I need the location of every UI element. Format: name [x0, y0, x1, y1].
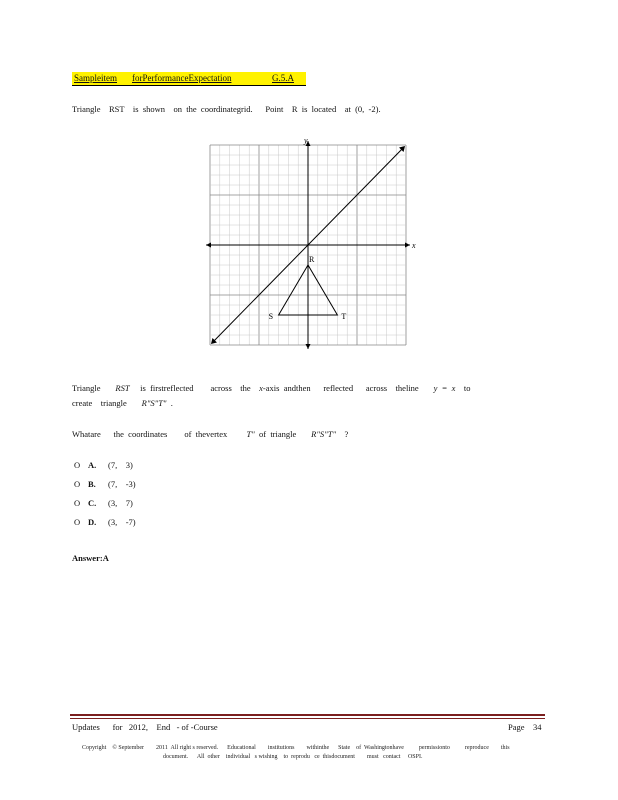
- radio-circle-icon[interactable]: O: [74, 517, 81, 527]
- choice-value: (3, -7): [108, 517, 136, 527]
- header-part-3: G.5.A: [272, 73, 294, 83]
- q-triangle-name: RST: [115, 383, 130, 393]
- vertex-label-s: S: [268, 312, 274, 321]
- radio-circle-icon[interactable]: O: [74, 498, 81, 508]
- footer-rule-bottom: [70, 718, 545, 719]
- copyright-line-1: Copyright © September 2011 All right s reserved. Educational institutions withinthe State of Washingtonhave permissionto reproduce this: [82, 745, 510, 751]
- coordinate-grid: [200, 134, 420, 356]
- q-text-c: is firstreflected across the: [140, 383, 251, 393]
- q-text-g: to: [463, 383, 471, 393]
- intro-line: Triangle RST is shown on the coordinategrid. Point R is located at (0, -2).: [72, 104, 381, 114]
- q-axis-var: x: [259, 383, 263, 393]
- ask-text-a: Whatare the coordinates of thevertex: [72, 429, 228, 439]
- copyright-line-2: document. All other individual s wishing to reprodu ce thisdocument must contact OSPI.: [163, 754, 423, 760]
- question-line-1: [72, 383, 470, 393]
- q-image-triangle: R"S"T": [141, 398, 167, 408]
- footer-rule-top: [70, 714, 545, 716]
- ask-triangle: R"S"T": [311, 429, 337, 439]
- choice-letter: A.: [88, 460, 97, 470]
- x-axis-label: x: [412, 241, 416, 250]
- footer-left: Updates for 2012, End - of -Course: [72, 722, 218, 732]
- header-part-2: forPerformanceExpectation: [132, 73, 232, 83]
- question-ask: [72, 429, 348, 439]
- choice-letter: D.: [88, 517, 97, 527]
- y-axis-arrow-down-icon: [306, 344, 311, 349]
- q-text-e: -axis andthen reflected across theline: [262, 383, 419, 393]
- ask-vertex: T": [246, 429, 255, 439]
- ask-text-c: of triangle: [258, 429, 297, 439]
- footer-page: Page 34: [508, 722, 542, 732]
- choice-letter: B.: [88, 479, 96, 489]
- choice-value: (7, 3): [108, 460, 133, 470]
- vertex-label-t: T: [341, 312, 347, 321]
- y-axis-label: y: [304, 136, 308, 145]
- q-line-eq: y = x: [433, 383, 456, 393]
- radio-circle-icon[interactable]: O: [74, 460, 81, 470]
- item-header: [72, 72, 306, 86]
- x-axis-arrow-left-icon: [206, 243, 211, 248]
- ask-qmark: ?: [344, 429, 349, 439]
- radio-circle-icon[interactable]: O: [74, 479, 81, 489]
- header-part-1: Sampleitem: [74, 73, 117, 83]
- choice-value: (3, 7): [108, 498, 133, 508]
- answer-key: Answer:A: [72, 553, 109, 563]
- q-create-text: create triangle: [72, 398, 127, 408]
- vertex-label-r: R: [309, 255, 315, 264]
- x-axis-arrow-right-icon: [405, 243, 410, 248]
- choice-value: (7, -3): [108, 479, 136, 489]
- q-text-a: Triangle: [72, 383, 101, 393]
- question-line-2: [72, 398, 173, 408]
- q-period: .: [170, 398, 173, 408]
- choice-letter: C.: [88, 498, 97, 508]
